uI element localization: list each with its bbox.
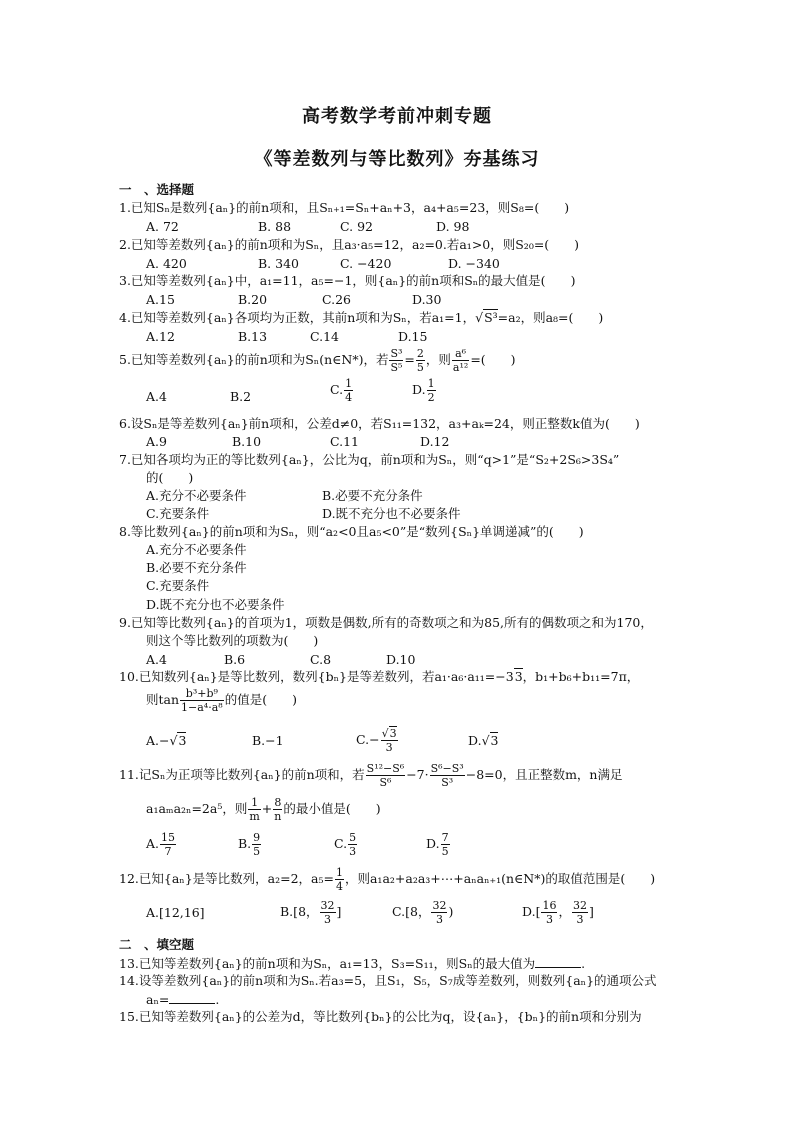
q3-option-c: C.26 [322, 292, 351, 307]
q6-option-b: B.10 [232, 434, 262, 449]
q7-option-b: B.必要不充分条件 [322, 488, 423, 503]
fraction: $\frac{1}{4}$ [345, 377, 353, 404]
q8-option-a: A.充分不必要条件 [146, 542, 247, 557]
q9-option-d: D.10 [386, 652, 416, 667]
q6-option-c: C.11 [330, 434, 359, 449]
q7-option-d: D.既不充分也不必要条件 [322, 506, 461, 521]
sqrt-sign-icon: √ [475, 310, 484, 325]
sqrt-sign-icon: √ [169, 733, 178, 748]
fraction: $\frac{8}{n}$ [274, 796, 282, 823]
q5-option-b: B.2 [230, 389, 252, 404]
question-7: 7.已知各项均为正的等比数列{aₙ}，公比为q，前n项和为Sₙ，则“q>1”是“S₂+2S₆>3S₄” [119, 452, 620, 467]
fraction: $\frac{5}{3}$ [349, 831, 357, 858]
q10-option-b: B.−1 [252, 733, 284, 748]
q3-option-d: D.30 [412, 292, 442, 307]
q9-option-b: B.6 [224, 652, 246, 667]
q3-option-a: A.15 [146, 292, 175, 307]
q7-option-a: A.充分不必要条件 [146, 488, 247, 503]
q4-option-d: D.15 [398, 329, 428, 344]
q9-option-c: C.8 [310, 652, 332, 667]
fraction: $\frac{7}{5}$ [441, 831, 449, 858]
q5-option-a: A.4 [146, 389, 167, 404]
question-9: 9.已知等比数列{aₙ}的首项为1，项数是偶数,所有的奇数项之和为85,所有的偶数项之和为170， [119, 615, 653, 630]
q5-option-c: C. $\frac{1}{4}$ [330, 377, 353, 404]
q4-option-c: C.14 [310, 329, 339, 344]
q2-option-c: C. −420 [340, 256, 392, 271]
q7-option-c: C.充要条件 [146, 506, 210, 521]
fraction: $\frac{32}{3}$ [320, 899, 335, 926]
sqrt-radicand: S³ [484, 310, 498, 325]
q11-option-d: D. $\frac{7}{5}$ [426, 831, 449, 858]
question-13: 13.已知等差数列{aₙ}的前n项和为Sₙ，a₁=13，S₃=S₁₁，则Sₙ的最大值为 . [119, 956, 586, 971]
question-7-cont: 的( ) [146, 470, 194, 485]
question-3: 3.已知等差数列{aₙ}中，a₁=11，a₅=−1，则{aₙ}的前n项和Sₙ的最大值是( ) [119, 273, 576, 288]
fraction: $\frac{\text{S⁶−S³}}{\text{S³}}$ [430, 762, 464, 789]
question-14-cont: aₙ= . [146, 992, 220, 1007]
page-subtitle: 《等差数列与等比数列》夯基练习 [254, 149, 540, 170]
fraction: $\frac{1}{2}$ [427, 377, 435, 404]
fraction: $\frac{32}{3}$ [572, 899, 587, 926]
q1-option-b: B. 88 [258, 219, 292, 234]
q12-option-c: C.[8， $\frac{32}{3}$ ) [392, 899, 454, 926]
question-8: 8.等比数列{aₙ}的前n项和为Sₙ，则“a₂<0且a₅<0”是“数列{Sₙ}单调递减”的( ) [119, 524, 584, 539]
q6-option-d: D.12 [420, 434, 450, 449]
q12-option-a: A.[12,16] [146, 905, 205, 920]
q1-option-a: A. 72 [146, 219, 179, 234]
q1-option-d: D. 98 [436, 219, 470, 234]
question-9-cont: 则这个等比数列的项数为( ) [146, 633, 319, 648]
q6-option-a: A.9 [146, 434, 167, 449]
fraction: $\frac{1}{m}$ [249, 796, 260, 823]
question-14: 14.设等差数列{aₙ}的前n项和为Sₙ.若a₃=5，且S₁，S₅，S₇成等差数列，则数列{aₙ}的通项公式 [119, 973, 657, 988]
question-6: 6.设Sₙ是等差数列{aₙ}前n项和，公差d≠0，若S₁₁=132，a₃+aₖ=24，则正整数k值为( ) [119, 416, 640, 431]
fraction: $\frac{32}{3}$ [432, 899, 447, 926]
fraction: $\frac{\text{S³}}{\text{S⁵}}$ [390, 347, 403, 374]
question-10-cont: 则tan $\frac{\text{b³+b⁹}}{\text{1−a⁴·a⁸}}$ 的值是( ) [146, 687, 297, 714]
q4-option-a: A.12 [146, 329, 175, 344]
section-fill: 二 、填空题 [119, 937, 195, 952]
q8-option-b: B.必要不充分条件 [146, 560, 247, 575]
answer-blank [169, 991, 215, 1004]
question-12: 12.已知{aₙ}是等比数列，a₂=2，a₅= $\frac{1}{4}$ ，则a₁a₂+a₂a₃+⋯+aₙaₙ₊₁(n∈N*)的取值范围是( ) [119, 866, 656, 893]
sqrt-sign-icon: √ [381, 727, 389, 740]
q3-option-b: B.20 [238, 292, 268, 307]
fraction: $\frac{√3}{3}$ [381, 727, 397, 754]
q8-option-c: C.充要条件 [146, 578, 210, 593]
q1-option-c: C. 92 [340, 219, 373, 234]
fraction: $\frac{1}{4}$ [335, 866, 343, 893]
q12-option-b: B.[8， $\frac{32}{3}$ ] [280, 899, 342, 926]
answer-blank [535, 955, 581, 968]
q10-option-c: C.− $\frac{√3}{3}$ [356, 727, 397, 754]
section-choice: 一 、选择题 [119, 182, 195, 197]
question-2: 2.已知等差数列{aₙ}的前n项和为Sₙ，且a₃·a₅=12，a₂=0.若a₁>0，则S₂₀=( ) [119, 237, 580, 252]
q4-option-b: B.13 [238, 329, 268, 344]
sqrt-radicand: 3 [514, 669, 523, 684]
fraction: $\frac{9}{5}$ [253, 831, 261, 858]
fraction: $\frac{2}{5}$ [416, 347, 424, 374]
question-15: 15.已知等差数列{aₙ}的公差为d，等比数列{bₙ}的公比为q，设{aₙ}，{bₙ}的前n项和分别为 [119, 1009, 642, 1024]
fraction: $\frac{\text{a⁶}}{\text{a¹²}}$ [452, 347, 469, 374]
q5-option-d: D. $\frac{1}{2}$ [412, 377, 435, 404]
fraction: $\frac{15}{7}$ [161, 831, 176, 858]
question-11: 11.记Sₙ为正项等比数列{aₙ}的前n项和，若 $\frac{\text{S¹²−S⁶}}{\text{S⁶}}$ −7· $\frac{\text{S⁶−S³}}{\text{S³}}$ −8=0，且正整数m，n满足 [119, 762, 623, 789]
page-title: 高考数学考前冲刺专题 [302, 106, 492, 127]
q2-option-d: D. −340 [448, 256, 500, 271]
question-11-cont: a₁aₘa₂ₙ=2a⁵，则 $\frac{1}{m}$ + $\frac{8}{n}$ 的最小值是( ) [146, 796, 381, 823]
fraction: $\frac{16}{3}$ [542, 899, 557, 926]
q11-option-a: A. $\frac{15}{7}$ [146, 831, 176, 858]
question-5: 5.已知等差数列{aₙ}的前n项和为Sₙ(n∈N*)，若 $\frac{\text{S³}}{\text{S⁵}}$ = $\frac{2}{5}$ ，则 $\frac{\text{a⁶}}{\text{a¹²}}$ =( ) [119, 347, 516, 374]
sqrt-sign-icon: √ [481, 733, 490, 748]
fraction: $\frac{\text{b³+b⁹}}{\text{1−a⁴·a⁸}}$ [181, 687, 223, 714]
q8-option-d: D.既不充分也不必要条件 [146, 597, 285, 612]
q11-option-b: B. $\frac{9}{5}$ [238, 831, 261, 858]
question-1: 1.已知Sₙ是数列{aₙ}的前n项和，且Sₙ₊₁=Sₙ+aₙ+3，a₄+a₅=23，则S₈=( ) [119, 200, 570, 215]
q9-option-a: A.4 [146, 652, 167, 667]
q10-option-d: D.√3 [468, 733, 499, 748]
q12-option-d: D.[ $\frac{16}{3}$ ， $\frac{32}{3}$ ] [522, 899, 594, 926]
q10-option-a: A.−√3 [146, 733, 187, 748]
fraction: $\frac{\text{S¹²−S⁶}}{\text{S⁶}}$ [366, 762, 405, 789]
q2-option-b: B. 340 [258, 256, 299, 271]
question-10: 10.已知数列{aₙ}是等比数列，数列{bₙ}是等差数列，若a₁·a₆·a₁₁=−33，b₁+b₆+b₁₁=7π， [119, 669, 640, 684]
question-4: 4.已知等差数列{aₙ}各项均为正数，其前n项和为Sₙ，若a₁=1，√S³=a₂，则a₈=( ) [119, 310, 604, 325]
q11-option-c: C. $\frac{5}{3}$ [334, 831, 357, 858]
q2-option-a: A. 420 [146, 256, 187, 271]
